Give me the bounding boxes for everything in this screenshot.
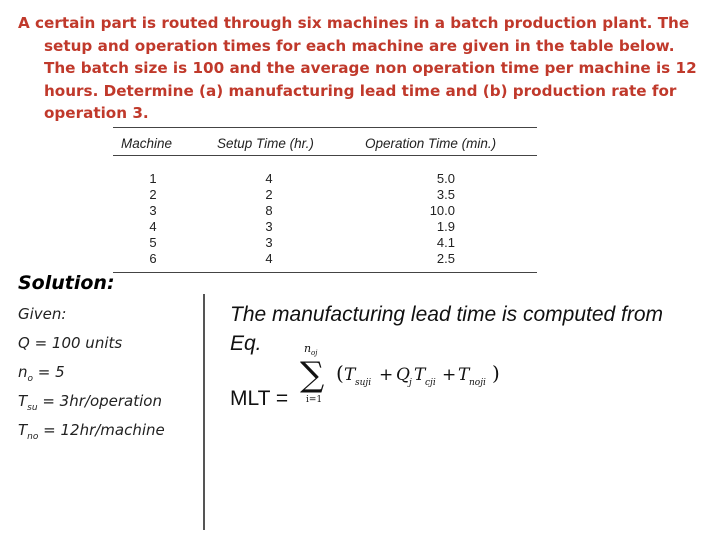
table-cell: 1.9 <box>436 219 455 234</box>
table-cell: 3.5 <box>436 187 455 202</box>
given-machines: $n_o = 5$ <box>18 363 65 384</box>
machine-times-table <box>113 125 537 275</box>
sum-upper-limit-sub: oj <box>311 349 318 357</box>
given-setup-time: $T_{su}$ = 3hr/operation <box>18 392 162 413</box>
column-machine <box>147 171 159 267</box>
sum-lower-limit: i=1 <box>306 395 323 405</box>
given-values <box>18 300 208 445</box>
table-cell: 8 <box>265 203 273 218</box>
table-cell: 2 <box>265 187 273 202</box>
term-t-setup-sub: suji <box>355 378 372 388</box>
mlt-description: The manufacturing lead time is computed from Eq. <box>230 303 664 355</box>
solution-heading: Solution: <box>18 272 115 294</box>
problem-first-line: A certain part is routed through six machines in a batch production plant. The <box>18 14 690 32</box>
table-header-rule <box>113 155 537 156</box>
table-cell: 2.5 <box>436 251 455 266</box>
header-setup-time: Setup Time (hr.) <box>217 136 314 151</box>
table-top-rule <box>113 127 537 128</box>
table-cell: 10.0 <box>429 203 455 218</box>
term-t-cycle: T <box>414 365 426 385</box>
given-batch-size: Q = 100 units <box>18 334 123 352</box>
table-cell: 3 <box>265 235 273 250</box>
vertical-divider <box>203 294 205 530</box>
table-bottom-rule <box>113 272 537 273</box>
sigma-symbol: ∑ <box>300 355 325 395</box>
term-q: Q <box>396 365 410 385</box>
mlt-label: MLT = <box>230 387 289 410</box>
table-cell: 3 <box>149 203 157 218</box>
problem-statement <box>18 12 708 125</box>
term-q-sub: j <box>409 378 412 388</box>
table-cell: 5.0 <box>436 171 455 186</box>
column-operation-time <box>413 171 455 267</box>
sum-upper-limit: n <box>304 342 312 355</box>
term-t-setup: T <box>344 365 356 385</box>
table-cell: 4 <box>149 219 157 234</box>
table-cell: 4.1 <box>436 235 455 250</box>
column-setup-time <box>263 171 275 267</box>
term-t-nonop: T <box>458 365 470 385</box>
header-operation-time: Operation Time (min.) <box>365 136 497 151</box>
table-cell: 2 <box>149 187 157 202</box>
term-t-cycle-sub: cji <box>425 378 436 388</box>
plus-2: + <box>442 365 457 385</box>
plus-1: + <box>379 365 394 385</box>
given-nonop-time: $T_{no}$ = 12hr/machine <box>18 421 165 442</box>
close-paren: ) <box>492 361 500 385</box>
given-label: Given: <box>18 305 67 323</box>
table-cell: 1 <box>149 171 157 186</box>
table-cell: 4 <box>265 171 273 186</box>
table-cell: 4 <box>265 251 273 266</box>
mlt-formula <box>300 330 520 410</box>
header-machine: Machine <box>121 136 173 151</box>
term-t-nonop-sub: noji <box>469 378 486 388</box>
problem-continuation: setup and operation times for each machine are given in the table below. The batch size is 100 and the average non operation time per machine is 12 hours. Determine (a) manufacturing lead time and (b) production rate for operation 3. <box>44 36 697 122</box>
table-cell: 3 <box>265 219 273 234</box>
table-cell: 5 <box>149 235 157 250</box>
open-paren: ( <box>336 361 344 385</box>
table-cell: 6 <box>149 251 157 266</box>
